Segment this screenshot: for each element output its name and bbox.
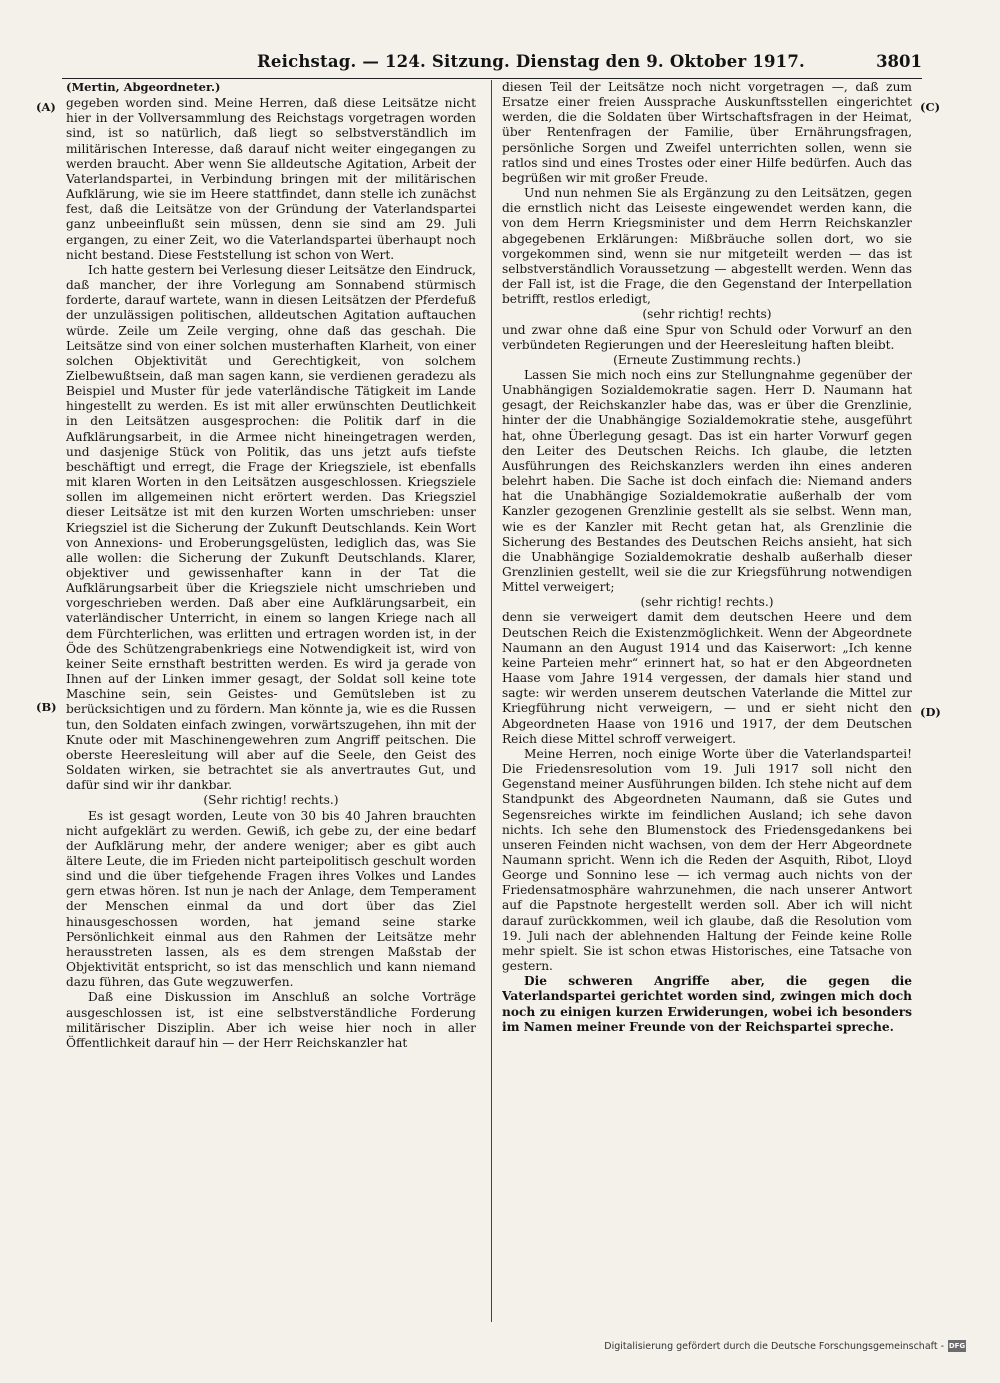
running-title: Reichstag. — 124. Sitzung. Dienstag den 9. Oktober 1917. [257,52,805,71]
left-column [66,80,476,1315]
paragraph: Die schweren Angriffe aber, die gegen die Vaterlandspartei gerichtet worden sind, zwingen mich doch noch zu einigen kurzen Erwiderungen, wobei ich besonders im Namen meiner Freunde von der Reichspartei spreche. [502,974,912,1034]
paragraph: denn sie verweigert damit dem deutschen Heere und dem Deutschen Reich die Existenzmöglichkeit. Wenn der Abgeordnete Naumann an den August 1914 und das Kaiserwort: „Ich kenne keine Parteien mehr“ erinnert hat, so hat er den Abgeordneten Haase vom Jahre 1914 vergessen, der damals hier stand und sagte: wir werden unserem deutschen Vaterlande die Mittel zur Kriegführung nicht verweigern, — und er sieht nicht den Abgeordneten Haase von 1916 und 1917, der dem Deutschen Reich diese Mittel schroff verweigert. [502,610,912,746]
margin-mark-b: (B) [36,700,57,714]
paragraph: Es ist gesagt worden, Leute von 30 bis 40 Jahren brauchten nicht aufgeklärt zu werden. Gewiß, ich gebe zu, der eine bedarf der Aufklärung mehr, der andere weniger; aber es gibt auch ältere Leute, die im Frieden nicht parteipolitisch geschult worden sind und die über tiefgehende Fragen ihres Volkes und Landes gern etwas hören. Ist nun je nach der Anlage, dem Temperament der Menschen einmal da und dort über das Ziel hinausgeschossen worden, hat jemand seine starke Persönlichkeit einmal aus den Rahmen der Leitsätze mehr herausstreten lassen, als es dem strengen Maßstab der Objektivität entspricht, so ist das menschlich und kann niemand dazu führen, das Gute wegzuwerfen. [66,808,476,990]
interjection: (sehr richtig! rechts.) [640,595,774,610]
paragraph: Lassen Sie mich noch eins zur Stellungnahme gegenüber der Unabhängigen Sozialdemokratie sagen. Herr D. Naumann hat gesagt, der Reichskanzler habe das, was er über die Grenzlinie, hinter der die Unabhängige Sozialdemokratie stehe, ausgeführt hat, ohne Überlegung gesagt. Das ist ein harter Vorwurf gegen den Leiter des Deutschen Reichs. Ich glaube, die letzten Ausführungen des Reichskanzlers werden ihn eines anderen belehrt haben. Die Sache ist doch einfach die: Niemand anders hat die Unabhängige Sozialdemokratie außerhalb der vom Kanzler gezogenen Grenzlinie gestellt als sie selbst. Wenn man, wie es der Kanzler mit Recht getan hat, als Grenzlinie die Sicherung des Bestandes des Deutschen Reichs ansieht, hat sich die Unabhängige Sozialdemokratie deshalb außerhalb dieser Grenzlinien gestellt, weil sie die zur Kriegsführung notwendigen Mittel verweigert; [502,367,912,595]
credit-text: Digitalisierung gefördert durch die Deutsche Forschungsgemeinschaft - [604,1340,944,1352]
paragraph: und zwar ohne daß eine Spur von Schuld oder Vorwurf an den verbündeten Regierungen und der Heeresleitung haften bleibt. [502,322,912,352]
margin-mark-c: (C) [920,100,941,114]
interjection: (Sehr richtig! rechts.) [203,793,339,808]
margin-mark-a: (A) [36,100,56,114]
paragraph: diesen Teil der Leitsätze noch nicht vorgetragen —, daß zum Ersatze einer freien Aussprache Auskunftsstellen eingerichtet werden, die die Soldaten über Wirtschaftsfragen in der Heimat, über Rentenfragen der Familie, über Ernährungsfragen, persönliche Sorgen und Zweifel unterrichten sollen, wenn sie ratlos sind und eines Trostes oder einer Hilfe bedürfen. Auch das begrüßen wir mit großer Freude. [502,80,912,185]
paragraph: Meine Herren, noch einige Worte über die Vaterlandspartei! Die Friedensresolution vom 19. Juli 1917 soll nicht den Gegenstand meiner Ausführungen bilden. Ich stehe nicht auf dem Standpunkt des Abgeordneten Naumann, daß sie Gutes und Segensreiches wirkte im feindlichen Ausland; ich sehe davon nichts. Ich sehe den Blumenstock des Friedensgedankens bei unseren Feinden nicht wachsen, von dem der Herr Abgeordnete Naumann spricht. Wenn ich die Reden der Asquith, Ribot, Lloyd George und Sonnino lese — ich vermag auch nichts von der Friedensatmosphäre wahrzunehmen, die nach unserer Antwort auf die Papstnote hergestellt werden soll. Aber ich will nicht darauf zurückkommen, weil ich glaube, daß die Resolution vom 19. Juli nach der ablehnenden Haltung der Feinde keine Rolle mehr spielt. Sie ist schon etwas Historisches, eine Tatsache von gestern. [502,746,912,974]
page-header [62,52,922,79]
paragraph: gegeben worden sind. Meine Herren, daß diese Leitsätze nicht hier in der Vollversammlung des Reichstags vorgetragen worden sind, ist so natürlich, daß liegt so selbstverständlich im militärischen Interesse, daß darauf nicht weiter eingegangen zu werden braucht. Aber wenn Sie alldeutsche Agitation, Arbeit der Vaterlandspartei, in Verbindung bringen mit der militärischen Aufklärung, wie sie im Heere stattfindet, dann stelle ich zunächst fest, daß die Leitsätze von der Gründung der Vaterlandspartei ganz unbeeinflußt sein müssen, denn sie sind am 29. Juli ergangen, zu einer Zeit, wo die Vaterlandspartei überhaupt noch nicht bestand. Diese Feststellung ist schon von Wert. [66,96,476,262]
digitization-credit [604,1340,966,1352]
paragraph: Ich hatte gestern bei Verlesung dieser Leitsätze den Eindruck, daß mancher, der ihre Vorlegung am Sonnabend stürmisch forderte, darauf wartete, wann in diesen Leitsätzen der Pferdefuß der unzulässigen politischen, alldeutschen Agitation auftauchen würde. Zeile um Zeile verging, ohne daß das geschah. Die Leitsätze sind von einer solchen musterhaften Klarheit, von einer solchen Objektivität und Gerechtigkeit, von solchem Zielbewußtsein, daß man sagen kann, sie verdienen geradezu als Beispiel und Muster für jede vaterländische Tätigkeit im Lande hingestellt zu werden. Es ist mit aller erwünschten Deutlichkeit in den Leitsätzen ausgesprochen: die Politik darf in die Aufklärungsarbeit, in die Armee nicht hineingetragen werden, und dasjenige Stück von Politik, das uns jetzt aufs tiefste beschäftigt und erregt, die Frage der Kriegsziele, ist ebenfalls mit klaren Worten in den Leitsätzen ausgeschlossen. Kriegsziele sollen im allgemeinen nicht erörtert werden. Das Kriegsziel dieser Leitsätze ist mit den kurzen Worten umschrieben: unser Kriegsziel ist die Sicherung der Zukunft Deutschlands. Kein Wort von Annexions- und Eroberungsgelüsten, lediglich das, was Sie alle wollen: die Sicherung der Zukunft Deutschlands. Klarer, objektiver und gewissenhafter kann in der Tat die Aufklärungsarbeit über die Kriegsziele nicht umschrieben und vorgeschrieben werden. Daß aber eine Aufklärungsarbeit, ein vaterländischer Unterricht, in einem so langen Kriege nach all dem Fürchterlichen, was erlitten und ertragen worden ist, in der Öde des Schützengrabenkriegs eine Notwendigkeit ist, wird von keiner Seite ernsthaft bestritten werden. Es wird ja gerade von Ihnen auf der Linken immer gesagt, der Soldat soll keine tote Maschine sein, sein Geistes- und Gemütsleben ist zu berücksichtigen und zu fördern. Man könnte ja, wie es die Russen tun, den Soldaten einfach zwingen, vorwärtszugehen, ihn mit der Knute oder mit Maschinengewehren zum Angriff peitschen. Die oberste Heeresleitung will aber auf die Seele, den Geist des Soldaten wirken, sie betrachtet sie als anvertrautes Gut, und dafür sind wir ihr dankbar. [66,262,476,793]
speaker-note: (Mertin, Abgeordneter.) [66,80,221,94]
paragraph: Und nun nehmen Sie als Ergänzung zu den Leitsätzen, gegen die ernstlich nicht das Leiseste eingewendet werden kann, die von dem Herrn Kriegsminister und dem Herrn Reichskanzler abgegebenen Erklärungen: Mißbräuche sollen dort, wo sie vorgekommen sind, wenn sie nur mitgeteilt werden — das ist selbstverständlich Voraussetzung — abgestellt werden. Wenn das der Fall ist, ist die Frage, die den Gegenstand der Interpellation betrifft, restlos erledigt, [502,186,912,307]
margin-mark-d: (D) [920,705,941,719]
interjection: (sehr richtig! rechts) [642,307,772,322]
dfg-logo-icon: DFG [948,1342,966,1350]
interjection: (Erneute Zustimmung rechts.) [613,352,801,367]
page-number: 3801 [876,52,922,71]
column-divider [491,80,492,1322]
right-column [502,80,912,1315]
paragraph: Daß eine Diskussion im Anschluß an solche Vorträge ausgeschlossen ist, ist eine selbstverständliche Forderung militärischer Disziplin. Aber ich weise hier noch in aller Öffentlichkeit darauf hin — der Herr Reichskanzler hat [66,990,476,1050]
